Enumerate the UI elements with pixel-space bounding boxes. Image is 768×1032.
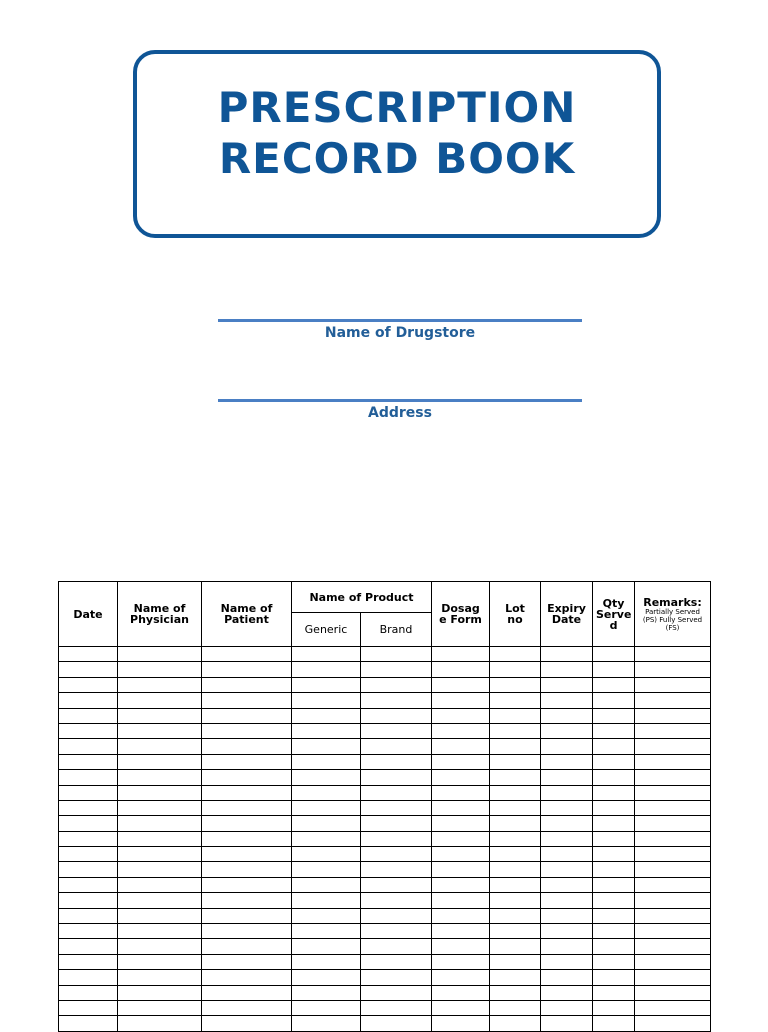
- table-cell: [635, 1000, 711, 1015]
- table-row: [59, 954, 711, 969]
- table-cell: [118, 754, 202, 769]
- table-cell: [292, 739, 361, 754]
- table-row: [59, 939, 711, 954]
- table-cell: [541, 1000, 593, 1015]
- table-cell: [202, 754, 292, 769]
- table-cell: [361, 739, 432, 754]
- table-cell: [593, 723, 635, 738]
- table-cell: [59, 877, 118, 892]
- table-cell: [202, 693, 292, 708]
- table-cell: [59, 1000, 118, 1015]
- table-row: [59, 739, 711, 754]
- table-cell: [432, 939, 490, 954]
- table-cell: [541, 785, 593, 800]
- table-cell: [361, 862, 432, 877]
- table-cell: [118, 677, 202, 692]
- table-cell: [490, 847, 541, 862]
- table-cell: [432, 785, 490, 800]
- table-cell: [59, 954, 118, 969]
- table-cell: [490, 723, 541, 738]
- table-cell: [202, 985, 292, 1000]
- table-cell: [541, 816, 593, 831]
- header-lot-no: Lot no: [490, 582, 541, 647]
- table-cell: [432, 1000, 490, 1015]
- table-cell: [593, 970, 635, 985]
- table-cell: [490, 1000, 541, 1015]
- drugstore-rule: [218, 319, 582, 322]
- table-cell: [593, 847, 635, 862]
- table-cell: [593, 939, 635, 954]
- table-cell: [432, 693, 490, 708]
- table-row: [59, 985, 711, 1000]
- table-cell: [118, 893, 202, 908]
- table-cell: [118, 723, 202, 738]
- table-cell: [635, 924, 711, 939]
- table-cell: [118, 662, 202, 677]
- table-cell: [593, 785, 635, 800]
- table-cell: [593, 862, 635, 877]
- table-cell: [202, 708, 292, 723]
- table-cell: [541, 893, 593, 908]
- table-row: [59, 800, 711, 815]
- table-cell: [361, 785, 432, 800]
- table-cell: [292, 877, 361, 892]
- table-cell: [490, 924, 541, 939]
- title-box: [133, 50, 661, 238]
- table-cell: [118, 1000, 202, 1015]
- header-remarks: [635, 582, 711, 647]
- table-cell: [361, 985, 432, 1000]
- table-cell: [292, 677, 361, 692]
- table-cell: [361, 723, 432, 738]
- header-product-group: Name of Product: [292, 582, 432, 613]
- table-cell: [202, 800, 292, 815]
- table-cell: [118, 985, 202, 1000]
- table-cell: [635, 908, 711, 923]
- table-cell: [490, 754, 541, 769]
- table-cell: [490, 662, 541, 677]
- table-cell: [635, 877, 711, 892]
- table-cell: [292, 647, 361, 662]
- table-cell: [59, 862, 118, 877]
- table-cell: [202, 939, 292, 954]
- table-cell: [292, 893, 361, 908]
- table-cell: [541, 770, 593, 785]
- table-cell: [635, 739, 711, 754]
- table-cell: [432, 739, 490, 754]
- table-row: [59, 893, 711, 908]
- table-cell: [202, 847, 292, 862]
- table-cell: [432, 831, 490, 846]
- table-cell: [361, 816, 432, 831]
- remarks-note: Partially Served (PS) Fully Served (FS): [642, 607, 703, 632]
- table-row: [59, 647, 711, 662]
- table-cell: [361, 677, 432, 692]
- table-cell: [202, 954, 292, 969]
- table-cell: [292, 954, 361, 969]
- table-cell: [202, 662, 292, 677]
- table-cell: [361, 770, 432, 785]
- table-cell: [432, 770, 490, 785]
- table-cell: [541, 970, 593, 985]
- table-cell: [59, 723, 118, 738]
- table-cell: [593, 816, 635, 831]
- table-row: [59, 754, 711, 769]
- table-cell: [490, 739, 541, 754]
- table-cell: [118, 970, 202, 985]
- table-cell: [432, 893, 490, 908]
- table-cell: [635, 831, 711, 846]
- table-cell: [490, 908, 541, 923]
- table-cell: [59, 831, 118, 846]
- table-cell: [292, 693, 361, 708]
- table-row: [59, 924, 711, 939]
- table-cell: [202, 831, 292, 846]
- table-cell: [593, 770, 635, 785]
- table-cell: [635, 754, 711, 769]
- table-cell: [490, 893, 541, 908]
- table-cell: [490, 939, 541, 954]
- table-cell: [292, 924, 361, 939]
- table-cell: [432, 908, 490, 923]
- table-cell: [432, 800, 490, 815]
- table-cell: [118, 785, 202, 800]
- table-cell: [59, 739, 118, 754]
- table-cell: [118, 831, 202, 846]
- table-cell: [635, 970, 711, 985]
- table-cell: [202, 893, 292, 908]
- table-cell: [202, 739, 292, 754]
- table-cell: [490, 785, 541, 800]
- table-cell: [541, 647, 593, 662]
- table-cell: [118, 847, 202, 862]
- table-cell: [541, 877, 593, 892]
- table-cell: [59, 939, 118, 954]
- table-cell: [432, 985, 490, 1000]
- table-cell: [292, 785, 361, 800]
- table-cell: [541, 662, 593, 677]
- table-cell: [59, 847, 118, 862]
- header-patient: Name of Patient: [202, 582, 292, 647]
- table-cell: [541, 954, 593, 969]
- table-cell: [593, 739, 635, 754]
- table-cell: [59, 816, 118, 831]
- header-expiry-date: Expiry Date: [541, 582, 593, 647]
- table-row: [59, 785, 711, 800]
- remarks-title: Remarks:: [643, 595, 702, 609]
- table-cell: [292, 723, 361, 738]
- table-cell: [118, 862, 202, 877]
- table-cell: [635, 647, 711, 662]
- table-cell: [635, 893, 711, 908]
- table-cell: [292, 970, 361, 985]
- table-cell: [541, 723, 593, 738]
- table-cell: [490, 816, 541, 831]
- table-cell: [118, 739, 202, 754]
- table-cell: [202, 723, 292, 738]
- table-cell: [202, 908, 292, 923]
- table-cell: [118, 816, 202, 831]
- table-cell: [118, 908, 202, 923]
- table-cell: [635, 847, 711, 862]
- table-cell: [541, 908, 593, 923]
- table-cell: [541, 847, 593, 862]
- table-cell: [202, 647, 292, 662]
- table-cell: [118, 924, 202, 939]
- table-cell: [361, 708, 432, 723]
- table-cell: [635, 800, 711, 815]
- table-cell: [361, 662, 432, 677]
- table-cell: [593, 893, 635, 908]
- table-cell: [292, 800, 361, 815]
- table-cell: [432, 847, 490, 862]
- table-cell: [593, 954, 635, 969]
- header-date: Date: [59, 582, 118, 647]
- table-cell: [635, 985, 711, 1000]
- table-cell: [593, 708, 635, 723]
- table-cell: [202, 677, 292, 692]
- table-cell: [541, 862, 593, 877]
- table-cell: [432, 970, 490, 985]
- table-cell: [635, 708, 711, 723]
- table-cell: [635, 816, 711, 831]
- table-cell: [292, 939, 361, 954]
- table-cell: [593, 662, 635, 677]
- table-cell: [202, 970, 292, 985]
- title-line-1: PRESCRIPTION: [217, 83, 577, 132]
- table-cell: [432, 754, 490, 769]
- table-cell: [292, 847, 361, 862]
- table-cell: [432, 708, 490, 723]
- table-cell: [361, 693, 432, 708]
- table-cell: [118, 954, 202, 969]
- table-cell: [432, 862, 490, 877]
- table-cell: [541, 985, 593, 1000]
- table-cell: [635, 770, 711, 785]
- table-cell: [59, 677, 118, 692]
- table-cell: [118, 770, 202, 785]
- table-cell: [541, 677, 593, 692]
- table-cell: [292, 985, 361, 1000]
- table-cell: [361, 1000, 432, 1015]
- table-cell: [292, 816, 361, 831]
- table-cell: [593, 800, 635, 815]
- table-cell: [292, 831, 361, 846]
- table-cell: [541, 739, 593, 754]
- table-cell: [361, 847, 432, 862]
- table-cell: [490, 831, 541, 846]
- address-rule: [218, 399, 582, 402]
- table-row: [59, 693, 711, 708]
- table-cell: [59, 708, 118, 723]
- drugstore-label: Name of Drugstore: [324, 325, 476, 341]
- table-row: [59, 908, 711, 923]
- table-cell: [635, 939, 711, 954]
- table-cell: [541, 754, 593, 769]
- table-cell: [59, 785, 118, 800]
- table-cell: [490, 862, 541, 877]
- table-cell: [361, 800, 432, 815]
- table-cell: [432, 677, 490, 692]
- table-cell: [490, 708, 541, 723]
- table-cell: [292, 908, 361, 923]
- table-cell: [541, 693, 593, 708]
- table-cell: [541, 831, 593, 846]
- table-row: [59, 831, 711, 846]
- table-cell: [202, 770, 292, 785]
- table-cell: [118, 800, 202, 815]
- table-cell: [490, 800, 541, 815]
- table-cell: [202, 816, 292, 831]
- table-cell: [593, 924, 635, 939]
- table-cell: [635, 662, 711, 677]
- table-cell: [59, 662, 118, 677]
- table-cell: [593, 754, 635, 769]
- table-cell: [118, 708, 202, 723]
- table-cell: [432, 647, 490, 662]
- table-row: [59, 816, 711, 831]
- table-cell: [490, 677, 541, 692]
- table-cell: [59, 800, 118, 815]
- header-brand: Brand: [361, 613, 432, 647]
- table-cell: [361, 877, 432, 892]
- table-cell: [593, 831, 635, 846]
- table-cell: [361, 924, 432, 939]
- table-cell: [490, 693, 541, 708]
- table-cell: [118, 647, 202, 662]
- table-cell: [118, 693, 202, 708]
- table-cell: [432, 924, 490, 939]
- address-label: Address: [368, 405, 432, 421]
- prescription-table: [58, 581, 711, 1032]
- table-cell: [432, 816, 490, 831]
- table-cell: [432, 662, 490, 677]
- table-cell: [490, 877, 541, 892]
- table-cell: [361, 954, 432, 969]
- table-cell: [292, 1000, 361, 1015]
- table-cell: [490, 985, 541, 1000]
- table-cell: [292, 770, 361, 785]
- table-cell: [59, 970, 118, 985]
- table-cell: [593, 877, 635, 892]
- table-cell: [541, 708, 593, 723]
- table-cell: [202, 877, 292, 892]
- table-row: [59, 708, 711, 723]
- table-cell: [361, 647, 432, 662]
- table-cell: [202, 785, 292, 800]
- table-cell: [593, 677, 635, 692]
- table-cell: [59, 693, 118, 708]
- table-cell: [202, 862, 292, 877]
- table-row: [59, 723, 711, 738]
- table-cell: [361, 831, 432, 846]
- table-cell: [292, 754, 361, 769]
- table-cell: [59, 647, 118, 662]
- table-cell: [361, 908, 432, 923]
- table-cell: [59, 754, 118, 769]
- table-cell: [432, 954, 490, 969]
- table-cell: [593, 908, 635, 923]
- header-qty-served: Qty Serve d: [593, 582, 635, 647]
- table-cell: [490, 954, 541, 969]
- table-cell: [635, 862, 711, 877]
- table-cell: [59, 924, 118, 939]
- table-row: [59, 862, 711, 877]
- table-body: [59, 647, 711, 1032]
- table-cell: [432, 877, 490, 892]
- title-line-2: RECORD BOOK: [218, 134, 576, 183]
- table-cell: [202, 1000, 292, 1015]
- table-cell: [292, 662, 361, 677]
- table-cell: [59, 908, 118, 923]
- table-cell: [59, 985, 118, 1000]
- table-cell: [202, 924, 292, 939]
- table-cell: [635, 954, 711, 969]
- table-row: [59, 770, 711, 785]
- table-cell: [541, 939, 593, 954]
- table-cell: [59, 770, 118, 785]
- table-cell: [361, 939, 432, 954]
- table-cell: [118, 877, 202, 892]
- header-dosage-form: Dosag e Form: [432, 582, 490, 647]
- header-physician: Name of Physician: [118, 582, 202, 647]
- table-cell: [292, 862, 361, 877]
- table-cell: [432, 723, 490, 738]
- table-cell: [361, 970, 432, 985]
- table-cell: [635, 677, 711, 692]
- table-row: [59, 677, 711, 692]
- table-cell: [361, 754, 432, 769]
- table-cell: [593, 693, 635, 708]
- table-cell: [593, 985, 635, 1000]
- table-cell: [635, 785, 711, 800]
- table-row: [59, 847, 711, 862]
- table-cell: [59, 893, 118, 908]
- table-cell: [593, 1000, 635, 1015]
- table-cell: [490, 970, 541, 985]
- table-row: [59, 970, 711, 985]
- table-cell: [541, 924, 593, 939]
- table-row: [59, 877, 711, 892]
- table-cell: [541, 800, 593, 815]
- table-row: [59, 662, 711, 677]
- table-cell: [118, 939, 202, 954]
- table-cell: [361, 893, 432, 908]
- table-cell: [490, 647, 541, 662]
- table-cell: [593, 647, 635, 662]
- table-cell: [635, 693, 711, 708]
- table-cell: [635, 723, 711, 738]
- table-cell: [490, 770, 541, 785]
- table-cell: [292, 708, 361, 723]
- table-row: [59, 1000, 711, 1015]
- header-generic: Generic: [292, 613, 361, 647]
